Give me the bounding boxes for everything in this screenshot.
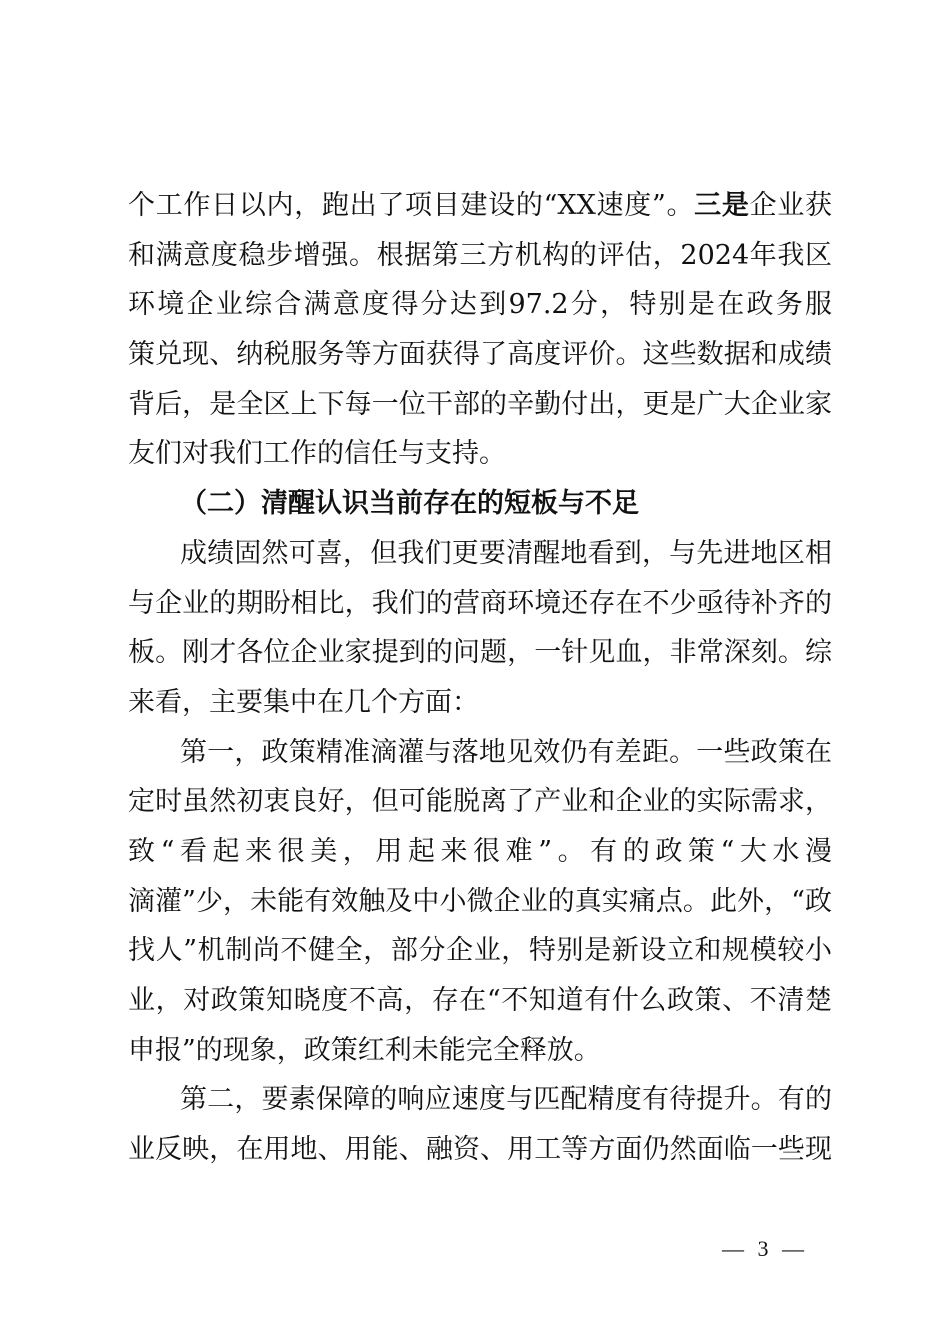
text-line: 背后，是全区上下每一位干部的辛勤付出，更是广大企业家 — [128, 388, 832, 420]
page-number: — 3 — — [722, 1236, 808, 1261]
text-line: 策兑现、纳税服务等方面获得了高度评价。这些数据和成绩 — [128, 339, 832, 371]
text-line: 申报”的现象，政策红利未能完全释放。 — [128, 1034, 601, 1066]
text-segment: 个工作日以内，跑出了项目建设的“XX速度”。 — [128, 190, 695, 221]
text-segment: 企业获 — [749, 190, 832, 221]
text-line: 业反映，在用地、用能、融资、用工等方面仍然面临一些现 — [128, 1134, 832, 1166]
text-line: 第二，要素保障的响应速度与匹配精度有待提升。有的 — [180, 1084, 832, 1116]
text-line — [128, 181, 832, 231]
text-line: 环境企业综合满意度得分达到97.2分，特别是在政务服 — [128, 289, 832, 321]
text-line: 滴灌”少，未能有效触及中小微企业的真实痛点。此外，“政 — [128, 885, 832, 917]
bold-emphasis: 三是 — [694, 190, 750, 221]
text-line: 和满意度稳步增强。根据第三方机构的评估，2024年我区 — [128, 239, 832, 271]
text-line: 友们对我们工作的信任与支持。 — [128, 438, 506, 470]
section-heading: （二）清醒认识当前存在的短板与不足 — [180, 488, 639, 520]
text-line: 与企业的期盼相比，我们的营商环境还存在不少亟待补齐的 — [128, 587, 832, 619]
text-line: 来看，主要集中在几个方面： — [128, 686, 479, 718]
text-line: 致“看起来很美，用起来很难”。有的政策“大水漫 — [128, 835, 832, 867]
body-text — [128, 181, 832, 1175]
text-line: 找人”机制尚不健全，部分企业，特别是新设立和规模较小 — [128, 935, 832, 967]
text-line: 定时虽然初衷良好，但可能脱离了产业和企业的实际需求， — [128, 786, 832, 818]
text-line: 业，对政策知晓度不高，存在“不知道有什么政策、不清楚 — [128, 985, 832, 1016]
text-line: 成绩固然可喜，但我们更要清醒地看到，与先进地区相 — [180, 537, 832, 569]
text-line: 板。刚才各位企业家提到的问题，一针见血，非常深刻。综 — [128, 637, 832, 669]
text-line: 第一，政策精准滴灌与落地见效仍有差距。一些政策在 — [180, 736, 832, 768]
